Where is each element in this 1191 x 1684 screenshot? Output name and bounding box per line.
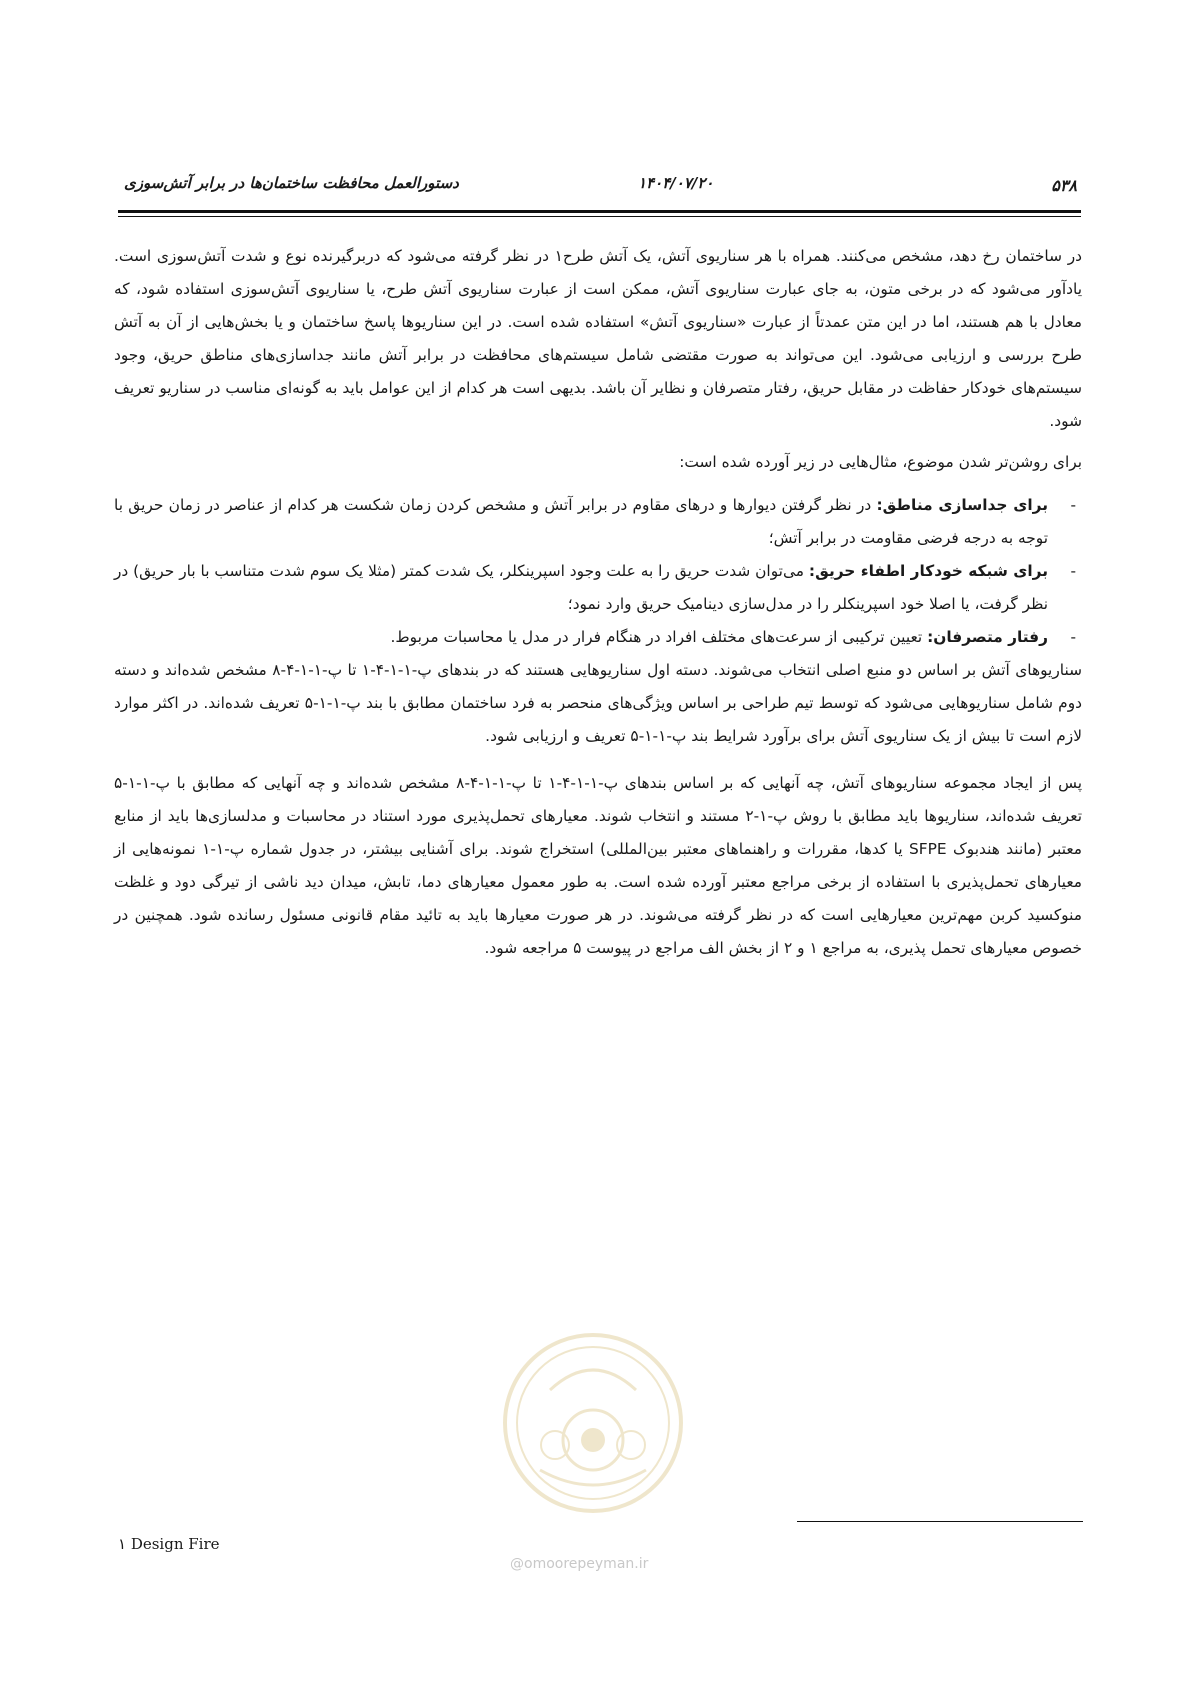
header-rule-thick <box>118 210 1081 213</box>
header-title: دستورالعمل محافظت ساختمان‌ها در برابر آتش‌سوزی <box>124 174 459 192</box>
paragraph-scenario-sources: سناریوهای آتش بر اساس دو منبع اصلی انتخاب می‌شوند. دسته اول سناریوهایی هستند که در بندهای پ-۱-۱-۴-۱ تا پ-۱-۱-۴-۸ مشخص شده‌اند و دسته دوم شامل سناریوهایی می‌شود که توسط تیم طراحی بر اساس ویژگی‌های منحصر به فرد ساختمان مطابق با بند پ-۱-۱-۵ تعریف شده‌اند. در اکثر موارد لازم است تا بیش از یک سناریوی آتش برای برآورد شرایط بند پ-۱-۱-۵ تعریف و ارزیابی شود. <box>114 661 1082 745</box>
list-dash: - <box>1070 496 1076 514</box>
seal-logo-icon <box>500 1330 686 1516</box>
list-item-text: می‌توان شدت حریق را به علت وجود اسپرینکلر، یک شدت کمتر (مثلا یک سوم شدت متناسب با بار حریق) در نظر گرفت، یا اصلا خود اسپرینکلر را در مدل‌سازی دینامیک حریق وارد نمود؛ <box>114 562 1048 613</box>
list-item <box>114 555 1082 621</box>
header-rule-thin <box>118 216 1081 217</box>
paragraph-scenario-intro: در ساختمان رخ دهد، مشخص می‌کنند. همراه با هر سناریوی آتش، یک آتش طرح۱ در نظر گرفته می‌شود که دربرگیرنده نوع و شدت آتش‌سوزی است. یادآور می‌شود که در برخی متون، به جای عبارت سناریوی آتش، ممکن است از عبارت سناریوی آتش طرح، یا سناریوی آتش‌سوزی استفاده شود، که معادل با هم هستند، اما در این متن عمدتاً از عبارت «سناریوی آتش» استفاده شده است. در این سناریوها پاسخ ساختمان و یا بخش‌هایی از آن به آتش طرح بررسی و ارزیابی می‌شود. این می‌تواند به صورت مقتضی شامل سیستم‌های محافظت در برابر آتش مانند جداسازی‌های مناطق حریق، وجود سیستم‌های خودکار حفاظت در مقابل حریق، رفتار متصرفان و نظایر آن باشد. بدیهی است هر کدام از این عوامل باید به گونه‌ای مناسب در سناریو تعریف شود. <box>114 247 1082 430</box>
page-number: ۵۳۸ <box>1051 176 1077 195</box>
list-item-label: رفتار متصرفان: <box>927 628 1048 646</box>
footnote: ۱ Design Fire <box>118 1535 220 1553</box>
list-item <box>114 621 1082 654</box>
footnote-rule <box>797 1521 1083 1522</box>
list-item-text: در نظر گرفتن دیوارها و درهای مقاوم در برابر آتش و مشخص کردن زمان شکست هر کدام از عناصر در زمان حریق با توجه به درجه فرضی مقاومت در برابر آتش؛ <box>114 496 1048 547</box>
header-date: ۱۴۰۴/۰۷/۲۰ <box>638 174 714 192</box>
list-item <box>114 489 1082 555</box>
list-dash: - <box>1070 628 1076 646</box>
watermark-url: @omoorepeyman.ir <box>510 1556 649 1572</box>
list-item-label: برای جداسازی مناطق: <box>876 496 1049 514</box>
paragraph-tenability-criteria: پس از ایجاد مجموعه سناریوهای آتش، چه آنهایی که بر اساس بندهای پ-۱-۱-۴-۱ تا پ-۱-۱-۴-۸ مشخص شده‌اند و چه آنهایی که مطابق با پ-۱-۱-۵ تعریف شده‌اند، سناریوها باید مطابق با روش پ-۱-۲ مستند و انتخاب شوند. معیارهای تحمل‌پذیری مورد استناد در محاسبات و مدلسازی‌ها باید از منابع معتبر (مانند هندبوک SFPE یا کدها، مقررات و راهنماهای معتبر بین‌المللی) استخراج شوند. برای آشنایی بیشتر، در جدول شماره پ-۱-۱ نمونه‌هایی از معیارهای تحمل‌پذیری با استفاده از برخی مراجع معتبر آورده شده است. به طور معمول معیارهای دما، تابش، میدان دید ناشی از تیرگی دود و غلظت منوکسید کربن مهم‌ترین معیارهایی است که در نظر گرفته می‌شوند. در هر صورت معیارها باید به تائید مقام قانونی مسئول رسانده شود. همچنین در خصوص معیارهای تحمل پذیری، به مراجع ۱ و ۲ از بخش الف مراجع در پیوست ۵ مراجعه شود. <box>114 774 1083 957</box>
examples-list <box>114 489 1082 654</box>
paragraph-examples-lead: برای روشن‌تر شدن موضوع، مثال‌هایی در زیر آورده شده است: <box>679 453 1082 471</box>
list-dash: - <box>1070 562 1076 580</box>
list-item-label: برای شبکه خودکار اطفاء حریق: <box>808 562 1048 580</box>
body-text <box>114 240 1082 965</box>
page-header <box>118 172 1081 200</box>
list-item-text: تعیین ترکیبی از سرعت‌های مختلف افراد در هنگام فرار در مدل یا محاسبات مربوط. <box>390 628 928 646</box>
